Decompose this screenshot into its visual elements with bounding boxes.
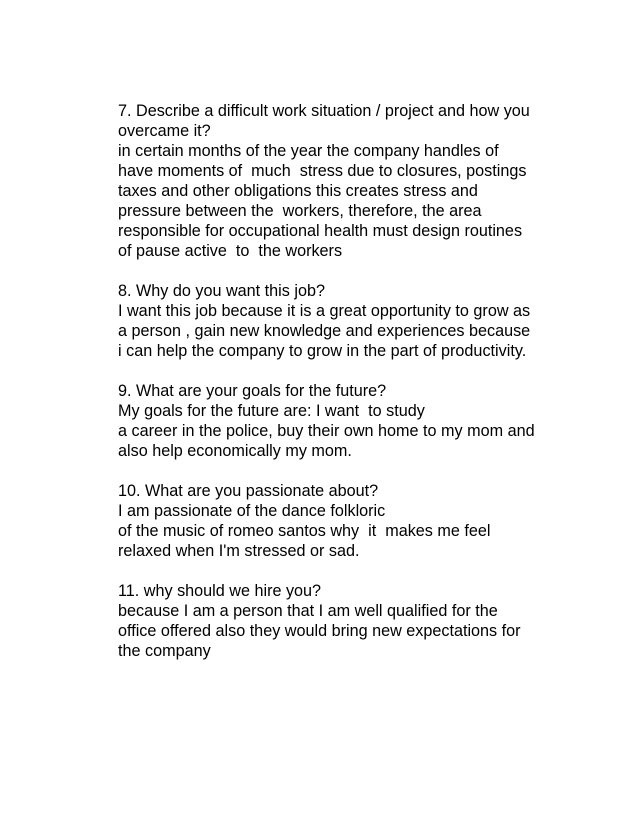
answer-10-line-3: relaxed when I'm stressed or sad. (118, 542, 360, 560)
answer-7-line-2: have moments of much stress due to closures, postings (118, 162, 527, 180)
question-9-line-1: 9. What are your goals for the future? (118, 382, 387, 400)
answer-7-line-6: of pause active to the workers (118, 242, 343, 260)
answer-7-line-1: in certain months of the year the company handles of (118, 142, 499, 160)
qa-block-8 (118, 281, 588, 361)
answer-9-line-1: My goals for the future are: I want to study (118, 402, 425, 420)
answer-7-line-4: pressure between the workers, therefore, the area (118, 202, 482, 220)
question-7-line-1: 7. Describe a difficult work situation / project and how you (118, 102, 530, 120)
qa-block-7 (118, 101, 588, 261)
question-10-line-1: 10. What are you passionate about? (118, 482, 379, 500)
question-11-line-1: 11. why should we hire you? (118, 582, 322, 600)
qa-block-10 (118, 481, 588, 561)
answer-10-line-1: I am passionate of the dance folkloric (118, 502, 386, 520)
answer-7-line-5: responsible for occupational health must design routines (118, 222, 523, 240)
answer-9-line-3: also help economically my mom. (118, 442, 352, 460)
qa-block-11 (118, 581, 588, 661)
answer-11-line-2: office offered also they would bring new expectations for (118, 622, 521, 640)
answer-8-line-2: a person , gain new knowledge and experiences because (118, 322, 531, 340)
answer-9-line-2: a career in the police, buy their own home to my mom and (118, 422, 535, 440)
question-8-line-1: 8. Why do you want this job? (118, 282, 325, 300)
document-content (118, 101, 588, 681)
qa-block-9 (118, 381, 588, 461)
answer-7-line-3: taxes and other obligations this creates stress and (118, 182, 478, 200)
answer-11-line-3: the company (118, 642, 211, 660)
answer-8-line-3: i can help the company to grow in the part of productivity. (118, 342, 527, 360)
answer-8-line-1: I want this job because it is a great opportunity to grow as (118, 302, 531, 320)
answer-11-line-1: because I am a person that I am well qualified for the (118, 602, 498, 620)
question-7-line-2: overcame it? (118, 122, 211, 140)
answer-10-line-2: of the music of romeo santos why it makes me feel (118, 522, 491, 540)
